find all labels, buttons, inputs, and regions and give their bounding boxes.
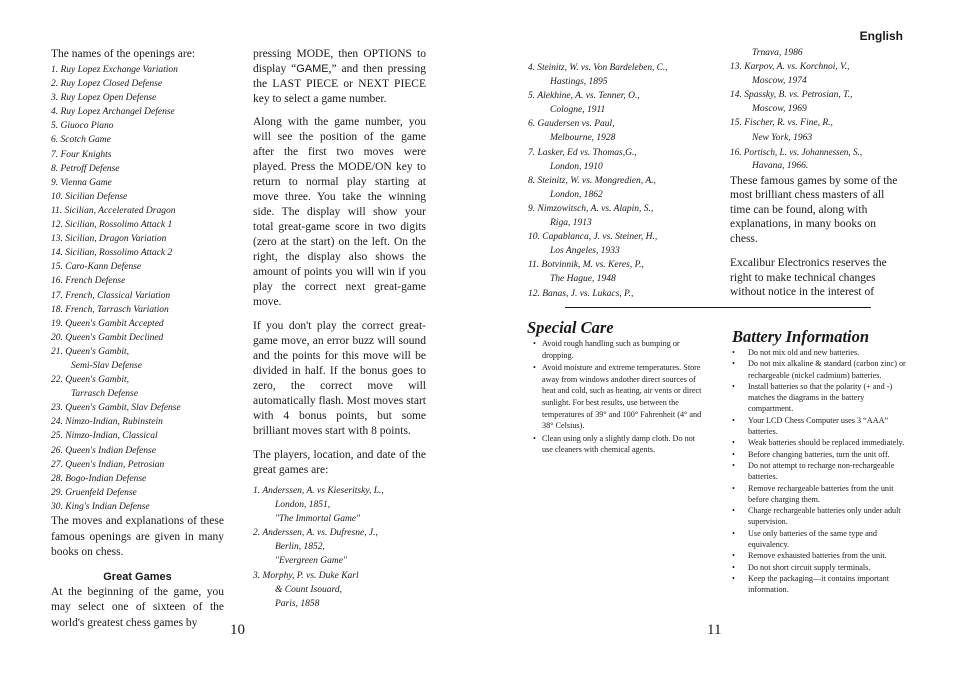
- list-item: Havana, 1966.: [752, 160, 809, 171]
- list-item: New York, 1963: [752, 132, 813, 143]
- openings-list: [51, 63, 224, 514]
- list-item: 3. Morphy, P. vs. Duke Karl: [253, 570, 359, 581]
- list-item: 30. King's Indian Defense: [51, 501, 150, 512]
- list-item: 17. French, Classical Variation: [51, 290, 171, 301]
- list-item: • Install batteries so that the polarity (+ and -) matches the diagrams in the battery compartment.: [726, 381, 906, 415]
- list-item: 23. Queen's Gambit, Slav Defense: [51, 403, 181, 414]
- list-item: • Your LCD Chess Computer uses 3 “AAA” batteries.: [726, 415, 906, 438]
- games-list: [253, 484, 426, 611]
- list-item: • Keep the packaging—it contains important information.: [726, 573, 906, 596]
- language-label: English: [859, 29, 903, 43]
- list-item: 22. Queen's Gambit,: [51, 375, 130, 386]
- list-item: 11. Sicilian, Accelerated Dragon: [51, 205, 176, 216]
- list-item: • Use only batteries of the same type and equivalency.: [726, 528, 906, 551]
- list-item: 28. Bogo-Indian Defense: [51, 473, 147, 484]
- list-item: 24. Nimzo-Indian, Rubinstein: [51, 417, 163, 428]
- openings-note: The moves and explanations of these famous openings are given in many books on chess.: [51, 515, 224, 558]
- list-item: 4. Ruy Lopez Archangel Defense: [51, 107, 175, 118]
- list-item: 6. Gaudersen vs. Paul,: [528, 119, 615, 130]
- list-item: 3. Ruy Lopez Open Defense: [51, 93, 157, 104]
- error-paragraph: If you don't play the correct great-game move, an error buzz will sound and the points for this move will be divided in half. If the bonus goes to zero, the correct move will automatically flash. Most moves start with 4 bonus points, but some brilliant moves start with 8 points.: [253, 320, 426, 437]
- games-column-far-right: [730, 46, 900, 300]
- display-game-text: GAME: [296, 63, 329, 75]
- list-item: • Clean using only a slightly damp cloth. Do not use cleaners with chemical agents.: [527, 433, 705, 456]
- openings-column: [51, 47, 224, 631]
- list-item: Trnava, 1986: [752, 48, 803, 58]
- list-item: 25. Nimzo-Indian, Classical: [51, 431, 158, 442]
- page-number-left: 10: [230, 622, 245, 638]
- list-item: "The Immortal Game": [275, 514, 361, 525]
- list-item: • Remove rechargeable batteries from the unit before charging them.: [726, 483, 906, 506]
- list-item: & Count Isouard,: [275, 584, 342, 595]
- games-column-right: [528, 61, 728, 301]
- list-item: 1. Anderssen, A. vs Kieseritsky, L.,: [253, 486, 384, 496]
- list-item: Hastings, 1895: [550, 77, 608, 88]
- list-item: 19. Queen's Gambit Accepted: [51, 318, 164, 329]
- special-care-list: [527, 338, 705, 456]
- players-intro: The players, location, and date of the great games are:: [253, 449, 426, 476]
- list-item: 1. Ruy Lopez Exchange Variation: [51, 65, 178, 75]
- text-span: These famous games by some of the most brilliant chess masters of all time can be found, along with explanations,: [730, 174, 898, 231]
- list-item: 8. Steinitz, W. vs. Mongredien, A.,: [528, 175, 656, 186]
- list-item: 15. Caro-Kann Defense: [51, 262, 142, 273]
- list-item: Cologne, 1911: [550, 105, 606, 116]
- excalibur-paragraph: Excalibur Electronics reserves the right to make technical changes without notice in the interest of: [730, 257, 887, 299]
- battery-heading: Battery Information: [732, 327, 870, 346]
- list-item: • Before changing batteries, turn the unit off.: [726, 449, 906, 460]
- list-item: • Do not short circuit supply terminals.: [726, 562, 906, 573]
- list-item: 8. Petroff Defense: [51, 163, 120, 174]
- list-item: 12. Banas, J. vs. Lukacs, P.,: [528, 288, 634, 299]
- list-item: Semi-Slav Defense: [71, 360, 142, 371]
- special-care-section: [527, 318, 705, 456]
- list-item: 13. Sicilian, Dragon Variation: [51, 234, 167, 245]
- list-item: 10. Capablanca, J. vs. Steiner, H.,: [528, 232, 658, 243]
- list-item: • Remove exhausted batteries from the unit.: [726, 550, 906, 561]
- famous-games-paragraph: [730, 174, 900, 247]
- score-paragraph: Along with the game number, you will see the position of the game after the first two moves were played. Press the MODE/ON key to return to normal play starting at move three. You take the winning side. The display will show your total great-game score in two digits (zero at the start) on the left. On the right, the display also shows the amount of points you will win if you play the correct next great-game move.: [253, 116, 426, 308]
- list-item: 21. Queen's Gambit,: [51, 346, 130, 357]
- list-item: • Do not mix alkaline & standard (carbon zinc) or rechargeable (nickel cadmium) batteries.: [726, 358, 906, 381]
- list-item: 9. Vienna Game: [51, 177, 112, 188]
- list-item: Riga, 1913: [550, 218, 592, 229]
- list-item: 18. French, Tarrasch Variation: [51, 304, 169, 315]
- great-games-column: [253, 47, 426, 611]
- list-item: 10. Sicilian Defense: [51, 191, 128, 202]
- list-item: 14. Sicilian, Rossolimo Attack 2: [51, 248, 173, 259]
- battery-section: [726, 328, 906, 596]
- battery-list: [726, 347, 906, 596]
- list-item: 4. Steinitz, W. vs. Von Bardeleben, C.,: [528, 63, 668, 73]
- list-item: Moscow, 1969: [752, 104, 807, 115]
- list-item: London, 1851,: [275, 500, 331, 511]
- text-span: in many books on chess.: [730, 218, 876, 245]
- list-item: 27. Queen's Indian, Petrosian: [51, 459, 165, 470]
- list-item: 15. Fischer, R. vs. Fine, R.,: [730, 118, 833, 129]
- list-item: 20. Queen's Gambit Declined: [51, 332, 164, 343]
- list-item: 14. Spassky, B. vs. Petrosian, T.,: [730, 90, 853, 101]
- list-item: • Avoid moisture and extreme temperatures. Store away from windows andother direct sources of heat and cold, such as heating, air vents or direct sunlight. For best results, use between the temperatures of 39° and 100° Fahrenheit (4° and 38° Celsius).: [527, 362, 705, 432]
- list-item: 16. French Defense: [51, 276, 126, 287]
- list-item: London, 1910: [550, 161, 603, 172]
- list-item: "Evergreen Game": [275, 556, 347, 567]
- list-item: 7. Lasker, Ed vs. Thomas,G.,: [528, 147, 637, 158]
- openings-intro: The names of the openings are:: [51, 48, 196, 60]
- list-item: 29. Gruenfeld Defense: [51, 487, 137, 498]
- list-item: Berlin, 1852,: [275, 542, 325, 553]
- great-games-intro: At the beginning of the game, you may select one of sixteen of the world's greatest chess games by: [51, 585, 224, 629]
- list-item: 13. Karpov, A. vs. Korchnoi, V.,: [730, 62, 850, 73]
- list-item: • Do not attempt to recharge non-rechargeable batteries.: [726, 460, 906, 483]
- list-item: Paris, 1858: [275, 598, 320, 609]
- list-item: 2. Anderssen, A. vs. Dufresne, J.,: [253, 528, 378, 539]
- list-item: 5. Alekhine, A. vs. Tenner, O.,: [528, 91, 640, 102]
- list-item: Los Angeles, 1933: [550, 246, 620, 257]
- list-item: • Do not mix old and new batteries.: [726, 347, 906, 358]
- list-item: Moscow, 1974: [752, 76, 807, 87]
- list-item: Melbourne, 1928: [550, 133, 616, 144]
- list-item: 5. Giuoco Piano: [51, 121, 114, 132]
- list-item: 16. Portisch, L. vs. Johannessen, S.,: [730, 146, 863, 157]
- list-item: 26. Queen's Indian Defense: [51, 445, 156, 456]
- list-item: 9. Nimzowitsch, A. vs. Alapin, S.,: [528, 203, 654, 214]
- games-list: [730, 46, 900, 173]
- page-number-right: 11: [707, 622, 722, 638]
- select-game-paragraph: [253, 47, 426, 107]
- list-item: • Charge rechargeable batteries only under adult supervision.: [726, 505, 906, 528]
- great-games-heading: Great Games: [103, 570, 172, 583]
- special-care-heading: Special Care: [527, 318, 614, 337]
- list-item: 7. Four Knights: [51, 149, 112, 160]
- text-span: pressing MODE, then OPTIONS to display “: [253, 48, 426, 75]
- list-item: London, 1862: [550, 189, 603, 200]
- games-list: [528, 61, 728, 301]
- list-item: • Weak batteries should be replaced immediately.: [726, 437, 906, 448]
- list-item: The Hague, 1948: [550, 274, 616, 285]
- list-item: 12. Sicilian, Rossolimo Attack 1: [51, 220, 173, 231]
- list-item: 11. Botvinnik, M. vs. Keres, P.,: [528, 260, 644, 271]
- list-item: • Avoid rough handling such as bumping or dropping.: [527, 338, 705, 361]
- text-span: ,” and then pressing the LAST PIECE or NEXT PIECE key to select a game number.: [253, 63, 426, 105]
- list-item: 2. Ruy Lopez Closed Defense: [51, 79, 163, 90]
- list-item: Tarrasch Defense: [71, 389, 138, 400]
- section-divider: [565, 307, 871, 308]
- list-item: 6. Scotch Game: [51, 135, 111, 146]
